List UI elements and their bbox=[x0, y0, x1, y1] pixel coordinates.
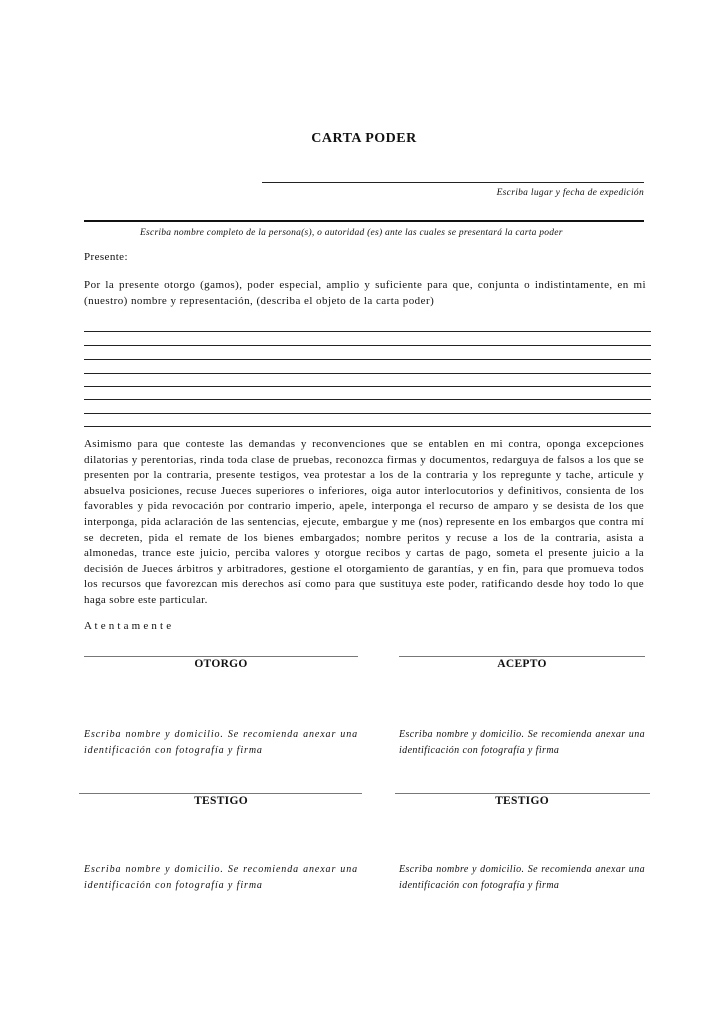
witness-right-signature-line[interactable] bbox=[395, 793, 650, 794]
blank-line[interactable] bbox=[84, 373, 651, 374]
witness-right-label: TESTIGO bbox=[495, 795, 549, 807]
blank-line[interactable] bbox=[84, 359, 651, 360]
place-date-line[interactable] bbox=[262, 182, 644, 183]
powers-paragraph: Asimismo para que conteste las demandas y reconvenciones que se entablen en mi contra, oponga excepciones dilatorias y perentorias, rinda toda clase de pruebas, reconozca firmas y documentos, redarguya de falsos a los que se presenten por la contraria, presente testigos, vea protestar a los de la contraria y los repregunte y tache, articule y absuelva posiciones, recuse Jueces superiores o inferiores, oiga autor interlocutorios y definitivos, consienta de los favorables y pida revocación por contrario imperio, apele, interponga el recurso de amparo y se desista de los que interponga, pida aclaración de las sentencias, ejecute, embargue y me (nos) represente en los embargos que contra mí se decreten, pida el remate de los bienes embargados; nombre peritos y recuse a los de la contraria, asista a almonedas, trance este juicio, perciba valores y otorgue recibos y cartas de pago, someta el presente juicio a la decisión de Jueces árbitros y arbitradores, gestione el otorgamiento de garantías, y en fin, para que promueva todos los recursos que favorezcan mis derechos así como para que sustituya este poder, ratificando desde hoy todo lo que haga sobre este particular. bbox=[84, 438, 644, 606]
acceptor-note: Escriba nombre y domicilio. Se recomienda anexar una identificación con fotografía y firma bbox=[399, 729, 645, 756]
closing: A t e n t a m e n t e bbox=[84, 620, 172, 632]
blank-line[interactable] bbox=[84, 399, 651, 400]
grantor-label: OTORGO bbox=[194, 658, 248, 670]
acceptor-signature-line[interactable] bbox=[399, 656, 645, 657]
recipient-hint: Escriba nombre completo de la persona(s), o autoridad (es) ante las cuales se presentará la carta poder bbox=[140, 228, 563, 238]
salutation: Presente: bbox=[84, 251, 128, 263]
intro-paragraph: Por la presente otorgo (gamos), poder especial, amplio y suficiente para que, conjunta o indistintamente, en mi (nuestro) nombre y representación, (describa el objeto de la carta poder) bbox=[84, 279, 646, 307]
witness-left-label: TESTIGO bbox=[194, 795, 248, 807]
blank-line[interactable] bbox=[84, 331, 651, 332]
grantor-note: Escriba nombre y domicilio. Se recomienda anexar una identificación con fotografía y firma bbox=[84, 729, 358, 756]
blank-line[interactable] bbox=[84, 413, 651, 414]
witness-right-note: Escriba nombre y domicilio. Se recomienda anexar una identificación con fotografía y firma bbox=[399, 864, 645, 891]
blank-line[interactable] bbox=[84, 386, 651, 387]
place-date-hint: Escriba lugar y fecha de expedición bbox=[496, 188, 644, 198]
blank-line[interactable] bbox=[84, 345, 651, 346]
grantor-signature-line[interactable] bbox=[84, 656, 358, 657]
blank-line[interactable] bbox=[84, 426, 651, 427]
document-title: CARTA PODER bbox=[311, 131, 417, 146]
acceptor-label: ACEPTO bbox=[497, 658, 547, 670]
witness-left-note: Escriba nombre y domicilio. Se recomienda anexar una identificación con fotografía y firma bbox=[84, 864, 358, 891]
recipient-line[interactable] bbox=[84, 220, 644, 222]
witness-left-signature-line[interactable] bbox=[79, 793, 362, 794]
